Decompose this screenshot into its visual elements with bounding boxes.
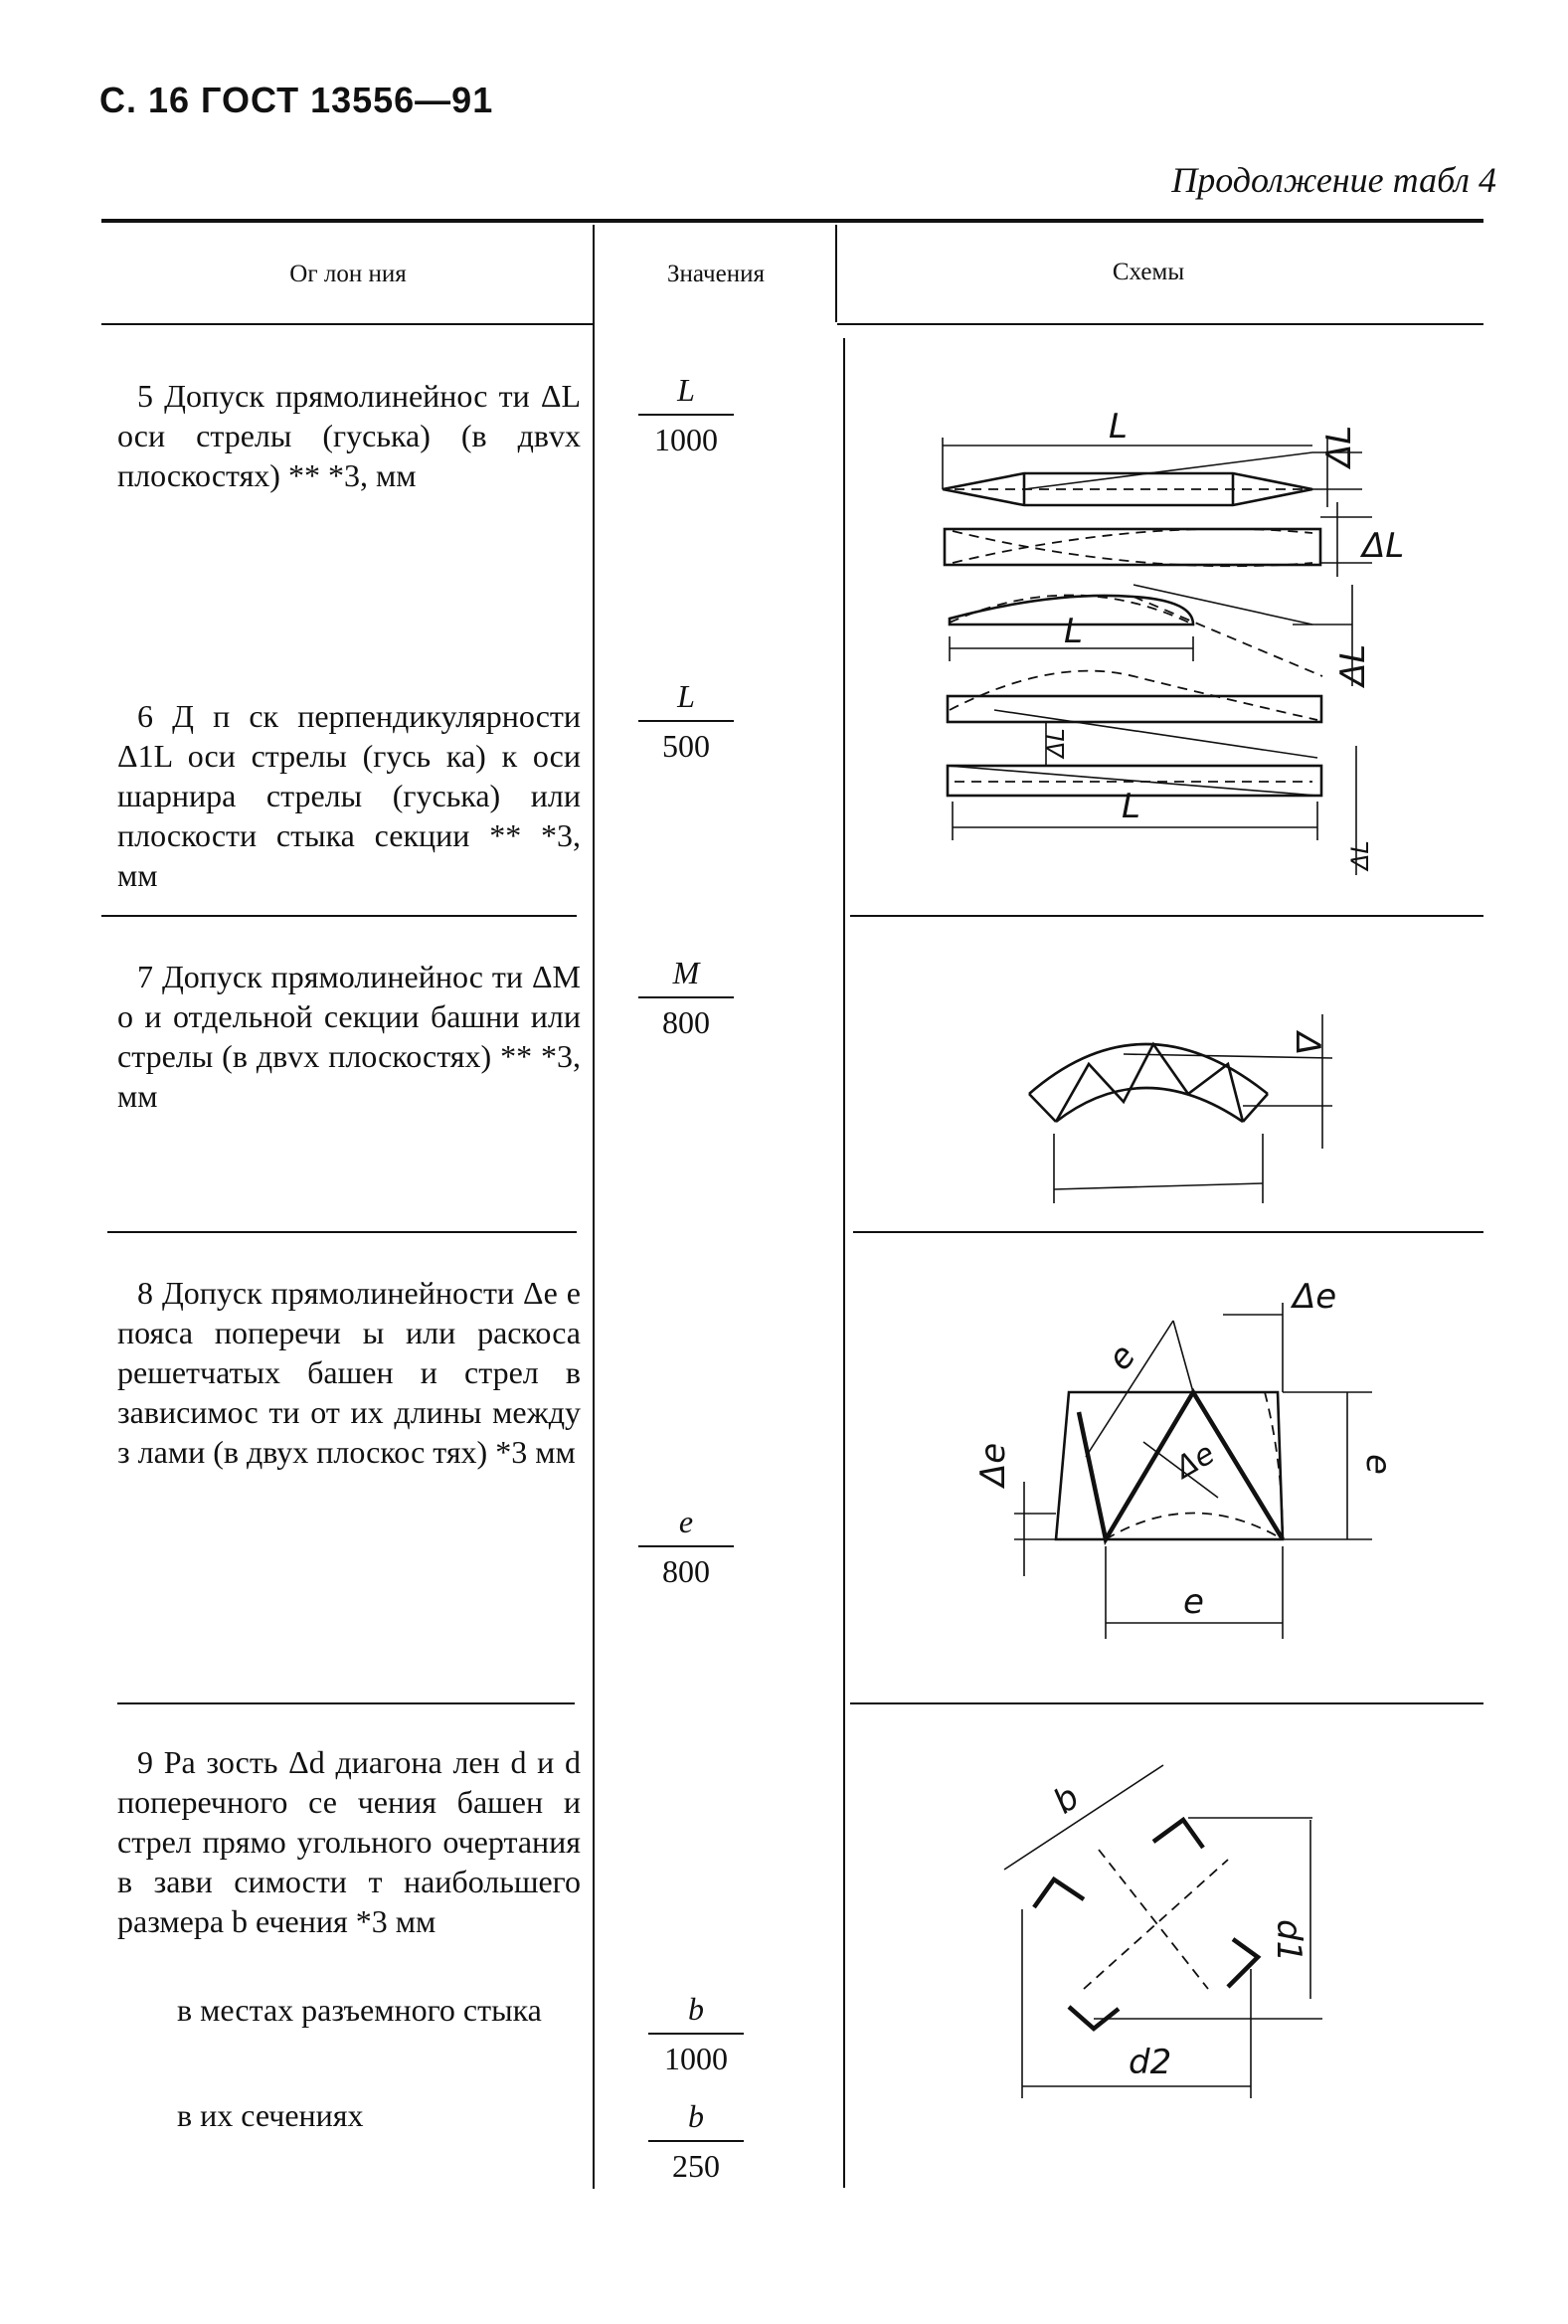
truss-section-straightness-scheme [1029, 1014, 1332, 1203]
row-6-text: 6 Д п ск перпендикулярности Δ1L оси стрелы (гусь ка) к оси шарнира стрелы (гуська) или плоскости стыка секции ** *3, мм [117, 698, 581, 893]
row-9-sub-2-text: в их сечениях [177, 2097, 364, 2133]
row-5-value-denominator: 1000 [654, 422, 718, 457]
boom-bent-scheme [945, 502, 1404, 577]
row-9-sub-1-value-numerator: b [688, 1991, 704, 2027]
row-7-value-numerator: M [672, 955, 700, 990]
label-delta: Δ [1288, 1032, 1327, 1056]
label-e-horiz: e [1183, 1582, 1204, 1622]
label-dL-5: ΔL [1346, 840, 1374, 870]
label-de-3: Δe [973, 1442, 1013, 1487]
label-b: b [1046, 1777, 1087, 1823]
row-5-text: 5 Допуск прямолинейнос ти ΔL оси стрелы (гуська) (в двvх плоскостях) ** *3, мм [117, 378, 581, 493]
lattice-panel-scheme [973, 1277, 1398, 1639]
row-6-value-numerator: L [677, 678, 695, 714]
label-dL-3: ΔL [1333, 643, 1373, 686]
column-header-values: Значения [667, 261, 765, 287]
boom-straightness-scheme [943, 407, 1362, 507]
cross-section-diagonals-scheme [1004, 1765, 1322, 2098]
column-header-schemes: Схемы [1112, 259, 1185, 285]
label-L-2: L [1064, 612, 1083, 651]
label-d2: d2 [1129, 2043, 1172, 2082]
label-d1: d1 [1269, 1919, 1308, 1963]
label-de-2: Δe [1169, 1436, 1221, 1486]
row-9-sub-1-text: в местах разъемного стыка [177, 1992, 542, 2028]
label-e-vert: e [1358, 1454, 1398, 1475]
row-9-sub-2-value-denominator: 250 [672, 2148, 720, 2184]
row-8-value-numerator: e [678, 1504, 694, 1539]
row-9-sub-2-value-numerator: b [688, 2098, 704, 2134]
label-dL-2: ΔL [1362, 526, 1405, 566]
boom-curved-scheme [950, 585, 1373, 689]
label-dL-4: ΔL [1042, 728, 1070, 758]
label-L-3: L [1122, 787, 1140, 826]
row-7-value-denominator: 800 [662, 1004, 710, 1040]
label-de: Δe [1293, 1277, 1337, 1317]
row-8-value-denominator: 800 [662, 1553, 710, 1589]
boom-perpendicularity-scheme [948, 671, 1374, 875]
table-continuation: Продолжение табл 4 [1171, 160, 1496, 200]
row-8-text: 8 Допуск прямолинейности Δе е пояса поперечи ы или раскоса решетчатых башен и стрел в зависимос ти от их длины между з лами (в двух плоскос тях) *3 мм [117, 1275, 581, 1470]
column-header-deviation: Ог лон ния [289, 261, 407, 287]
page-header: С. 16 ГОСТ 13556—91 [99, 80, 494, 120]
row-9-sub-1-value-denominator: 1000 [664, 2041, 728, 2076]
label-e-diag: e [1100, 1337, 1144, 1378]
row-6-value-denominator: 500 [662, 728, 710, 764]
label-dL: ΔL [1319, 425, 1359, 467]
row-5-value-numerator: L [677, 372, 695, 408]
label-L: L [1109, 407, 1128, 447]
row-7-text: 7 Допуск прямолинейнос ти ΔМ о и отдельной секции башни или стрелы (в двvх плоскостях) ** *3, мм [117, 959, 581, 1114]
row-9-text: 9 Ра зость Δd диагона лен d и d поперечного се чения башен и стрел прямо угольного очертания в зави симости т наибольшего размера b ечения *3 мм [117, 1744, 581, 1939]
